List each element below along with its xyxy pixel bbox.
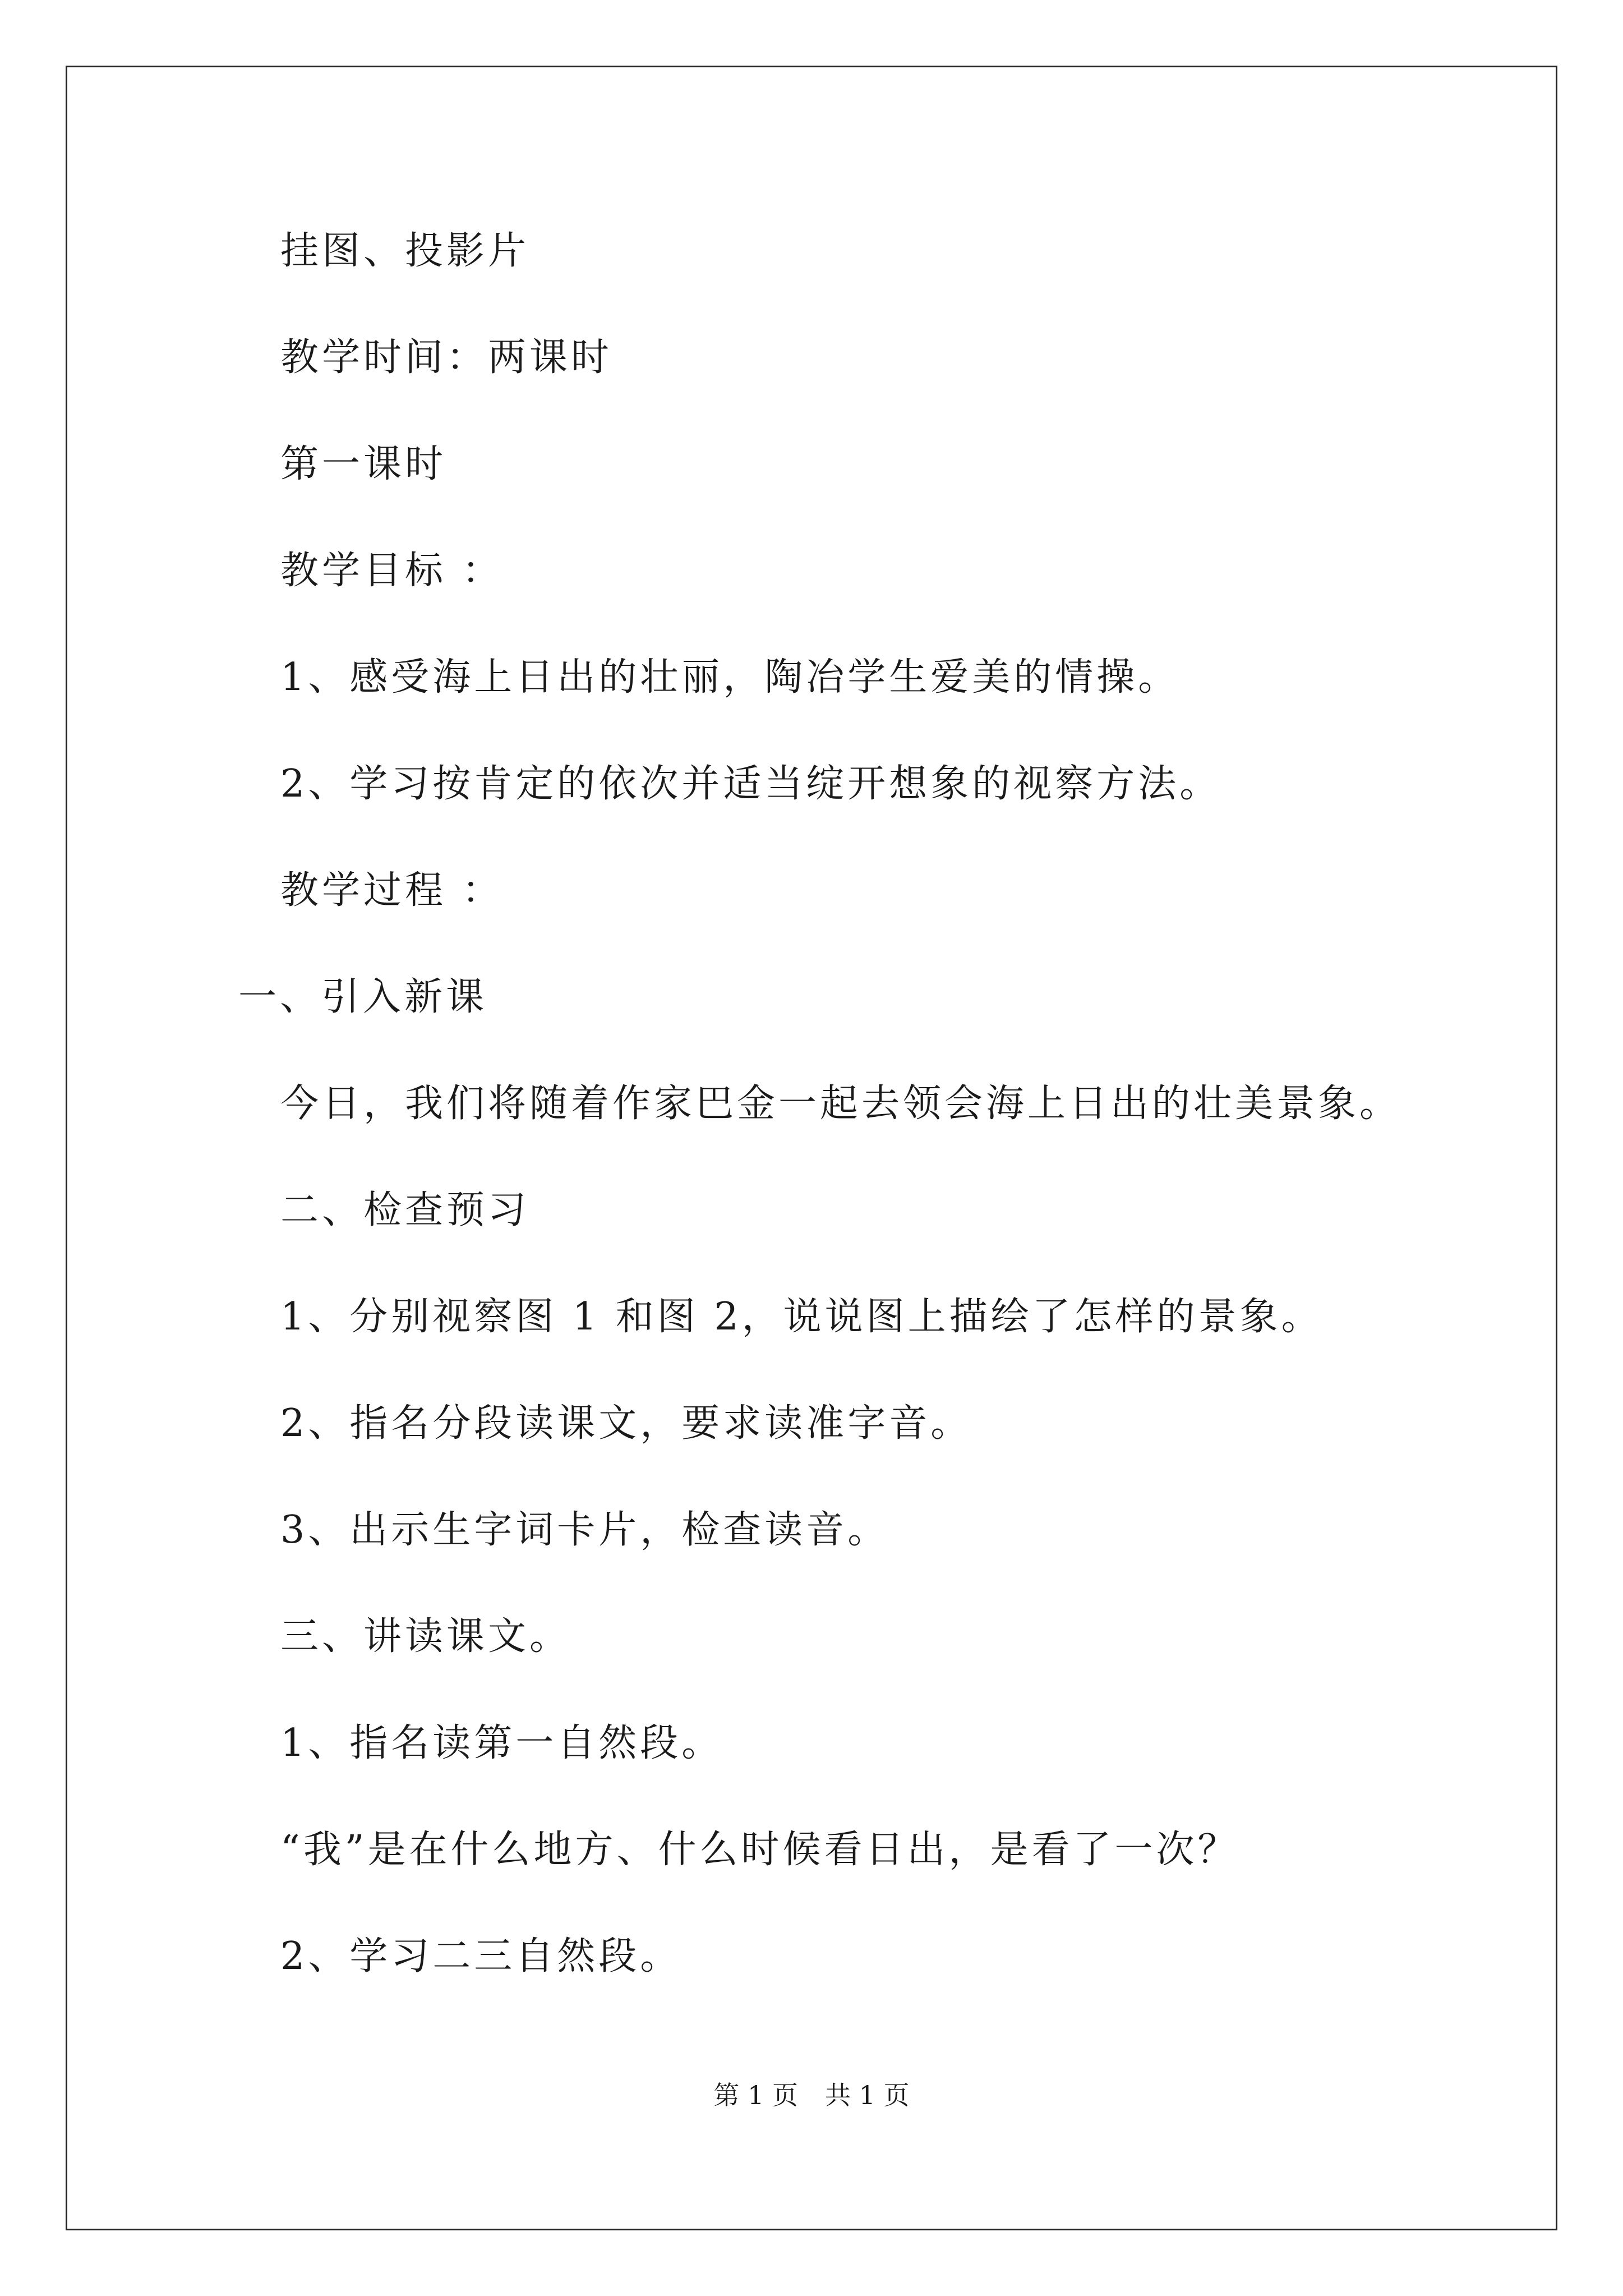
section-heading: 三、讲读课文。 xyxy=(280,1614,571,1659)
text-line: 第一课时 xyxy=(280,442,447,486)
text-line: 1、感受海上日出的壮丽，陶冶学生爱美的情操。 xyxy=(280,655,1180,700)
text-line: 教学过程 ： xyxy=(280,868,504,913)
page-footer xyxy=(0,2078,1623,2112)
page-border xyxy=(66,66,1557,2230)
text-line: 2、学习二三自然段。 xyxy=(280,1934,682,1978)
text-line: 1、指名读第一自然段。 xyxy=(280,1721,723,1765)
text-line: 今日，我们将随着作家巴金一起去领会海上日出的壮美景象。 xyxy=(280,1082,1401,1126)
text-line: 挂图、投影片 xyxy=(280,229,530,273)
text-line: 1、分别视察图 1 和图 2，说说图上描绘了怎样的景象。 xyxy=(280,1295,1323,1339)
text-line: 教学时间：两课时 xyxy=(280,335,613,380)
text-line: 教学目标 ： xyxy=(280,549,504,593)
text-line: “我”是在什么地方、什么时候看日出，是看了一次？ xyxy=(280,1828,1239,1872)
page-total: 共 1 页 xyxy=(825,2080,910,2110)
section-heading: 一、引入新课 xyxy=(238,975,488,1019)
section-heading: 二、检查预习 xyxy=(280,1188,530,1232)
text-line: 3、出示生字词卡片，检查读音。 xyxy=(280,1508,889,1552)
text-line: 2、指名分段读课文，要求读准字音。 xyxy=(280,1401,972,1446)
page-number: 第 1 页 xyxy=(713,2080,798,2110)
text-line: 2、学习按肯定的依次并适当绽开想象的视察方法。 xyxy=(280,762,1221,806)
